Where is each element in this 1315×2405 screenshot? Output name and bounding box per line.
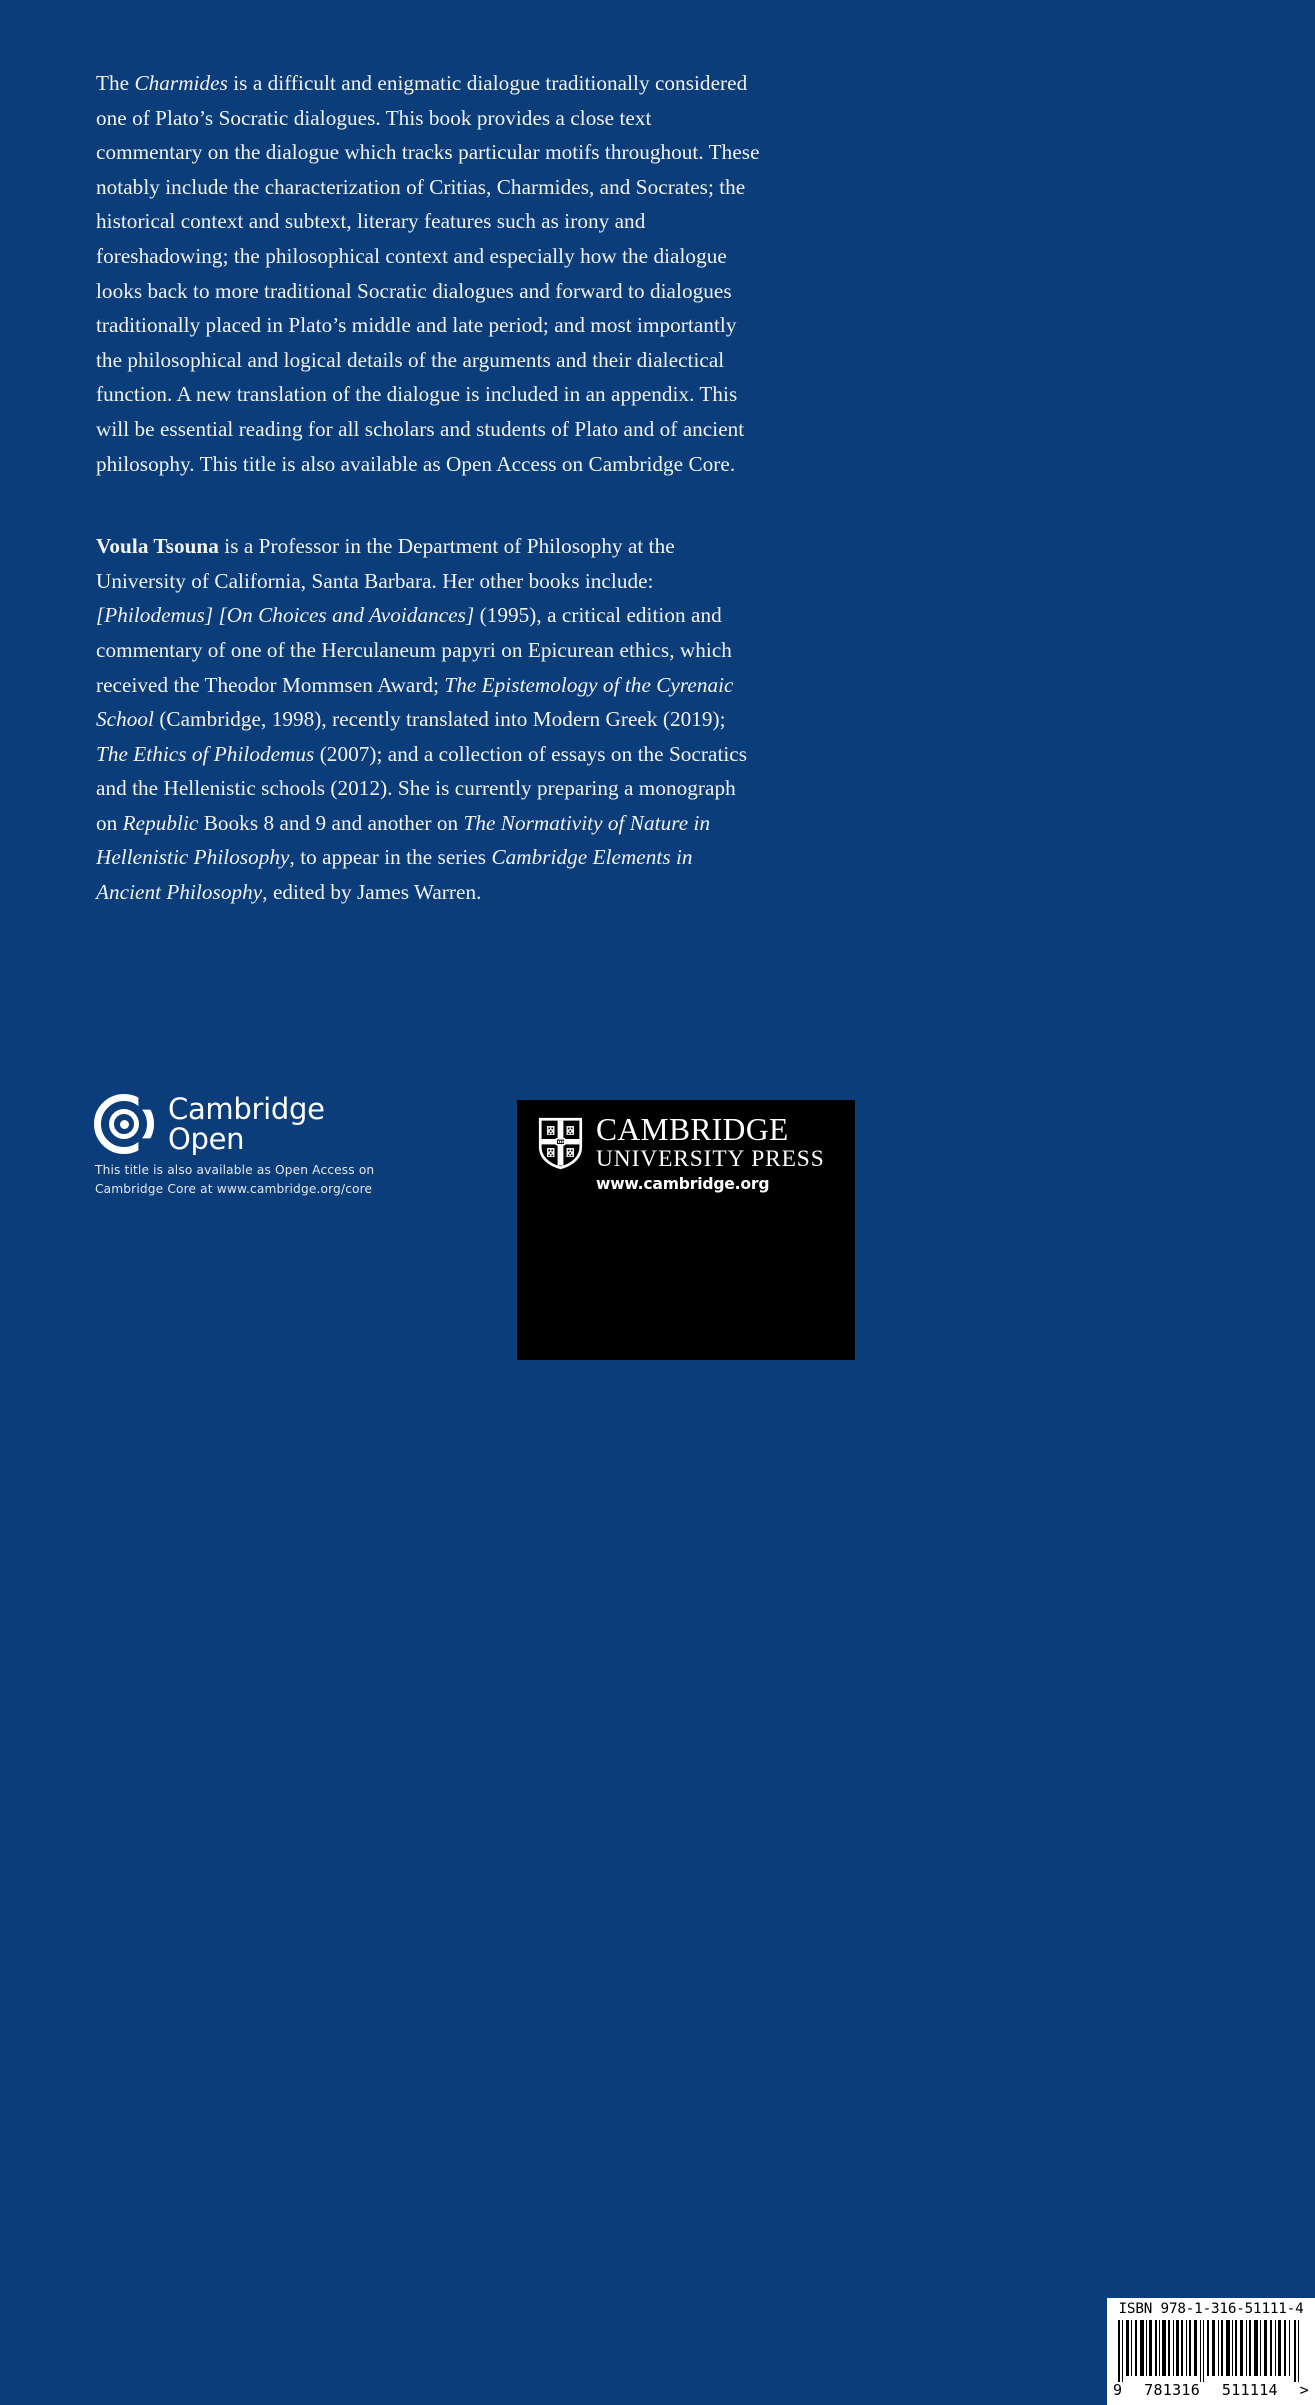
open-access-caption-line-2: Cambridge Core at www.cambridge.org/core: [95, 1181, 373, 1196]
ean-digits: [1112, 2382, 1310, 2399]
ean-group-2: 511114: [1221, 2381, 1278, 2399]
publisher-name: [596, 1114, 825, 1193]
open-logo-line-2: Open: [168, 1122, 245, 1156]
barcode-bars: [1112, 2320, 1310, 2382]
cambridge-open-logo: [94, 1094, 325, 1154]
open-logo-line-1: Cambridge: [168, 1092, 325, 1126]
author-biography-paragraph: Voula Tsouna is a Professor in the Department of Philosophy at the University of California, Santa Barbara. Her other books include: [Philodemus] [On Choices and Avoidances] (1995), a critical edition and commentary of one of the Herculaneum papyri on Epicurean ethics, which received the Theodor Mommsen Award; The Epistemology of the Cyrenaic School (Cambridge, 1998), recently translated into Modern Greek (2019); The Ethics of Philodemus (2007); and a collection of essays on the Socratics and the Hellenistic schools (2012). She is currently preparing a monograph on Republic Books 8 and 9 and another on The Normativity of Nature in Hellenistic Philosophy, to appear in the series Cambridge Elements in Ancient Philosophy, edited by James Warren.: [96, 534, 748, 905]
cover-text-block: [96, 66, 762, 910]
publisher-name-line-1: CAMBRIDGE: [596, 1112, 789, 1147]
ean-right-marker: >: [1299, 2381, 1309, 2399]
open-access-caption: [95, 1161, 374, 1198]
ean-group-1: 781316: [1144, 2381, 1201, 2399]
open-access-caption-line-1: This title is also available as Open Access on: [95, 1163, 375, 1177]
isbn-number: ISBN 978-1-316-51111-4: [1118, 2301, 1304, 2317]
book-description-paragraph: The Charmides is a difficult and enigmatic dialogue traditionally considered one of Plato’s Socratic dialogues. This book provides a close text commentary on the dialogue which tracks particular motifs throughout. These notably include the characterization of Critias, Charmides, and Socrates; the historical context and subtext, literary features such as irony and foreshadowing; the philosophical context and especially how the dialogue looks back to more traditional Socratic dialogues and forward to dialogues traditionally placed in Plato’s middle and late period; and most importantly the philosophical and logical details of the arguments and their dialectical function. A new translation of the dialogue is included in an appendix. This will be essential reading for all scholars and students of Plato and of ancient philosophy. This title is also available as Open Access on Cambridge Core.: [96, 71, 760, 476]
ean-left-digit: 9: [1113, 2381, 1123, 2399]
publisher-name-line-2: UNIVERSITY PRESS: [596, 1146, 825, 1172]
cambridge-open-wordmark: [168, 1094, 325, 1154]
isbn-barcode: [1107, 2298, 1315, 2405]
publisher-logo-box: [517, 1100, 1309, 2399]
open-access-circle-icon: [94, 1094, 154, 1154]
publisher-identity: [538, 1114, 825, 1193]
cambridge-shield-crest-icon: [538, 1117, 583, 1170]
publisher-website-url: www.cambridge.org: [596, 1175, 770, 1193]
